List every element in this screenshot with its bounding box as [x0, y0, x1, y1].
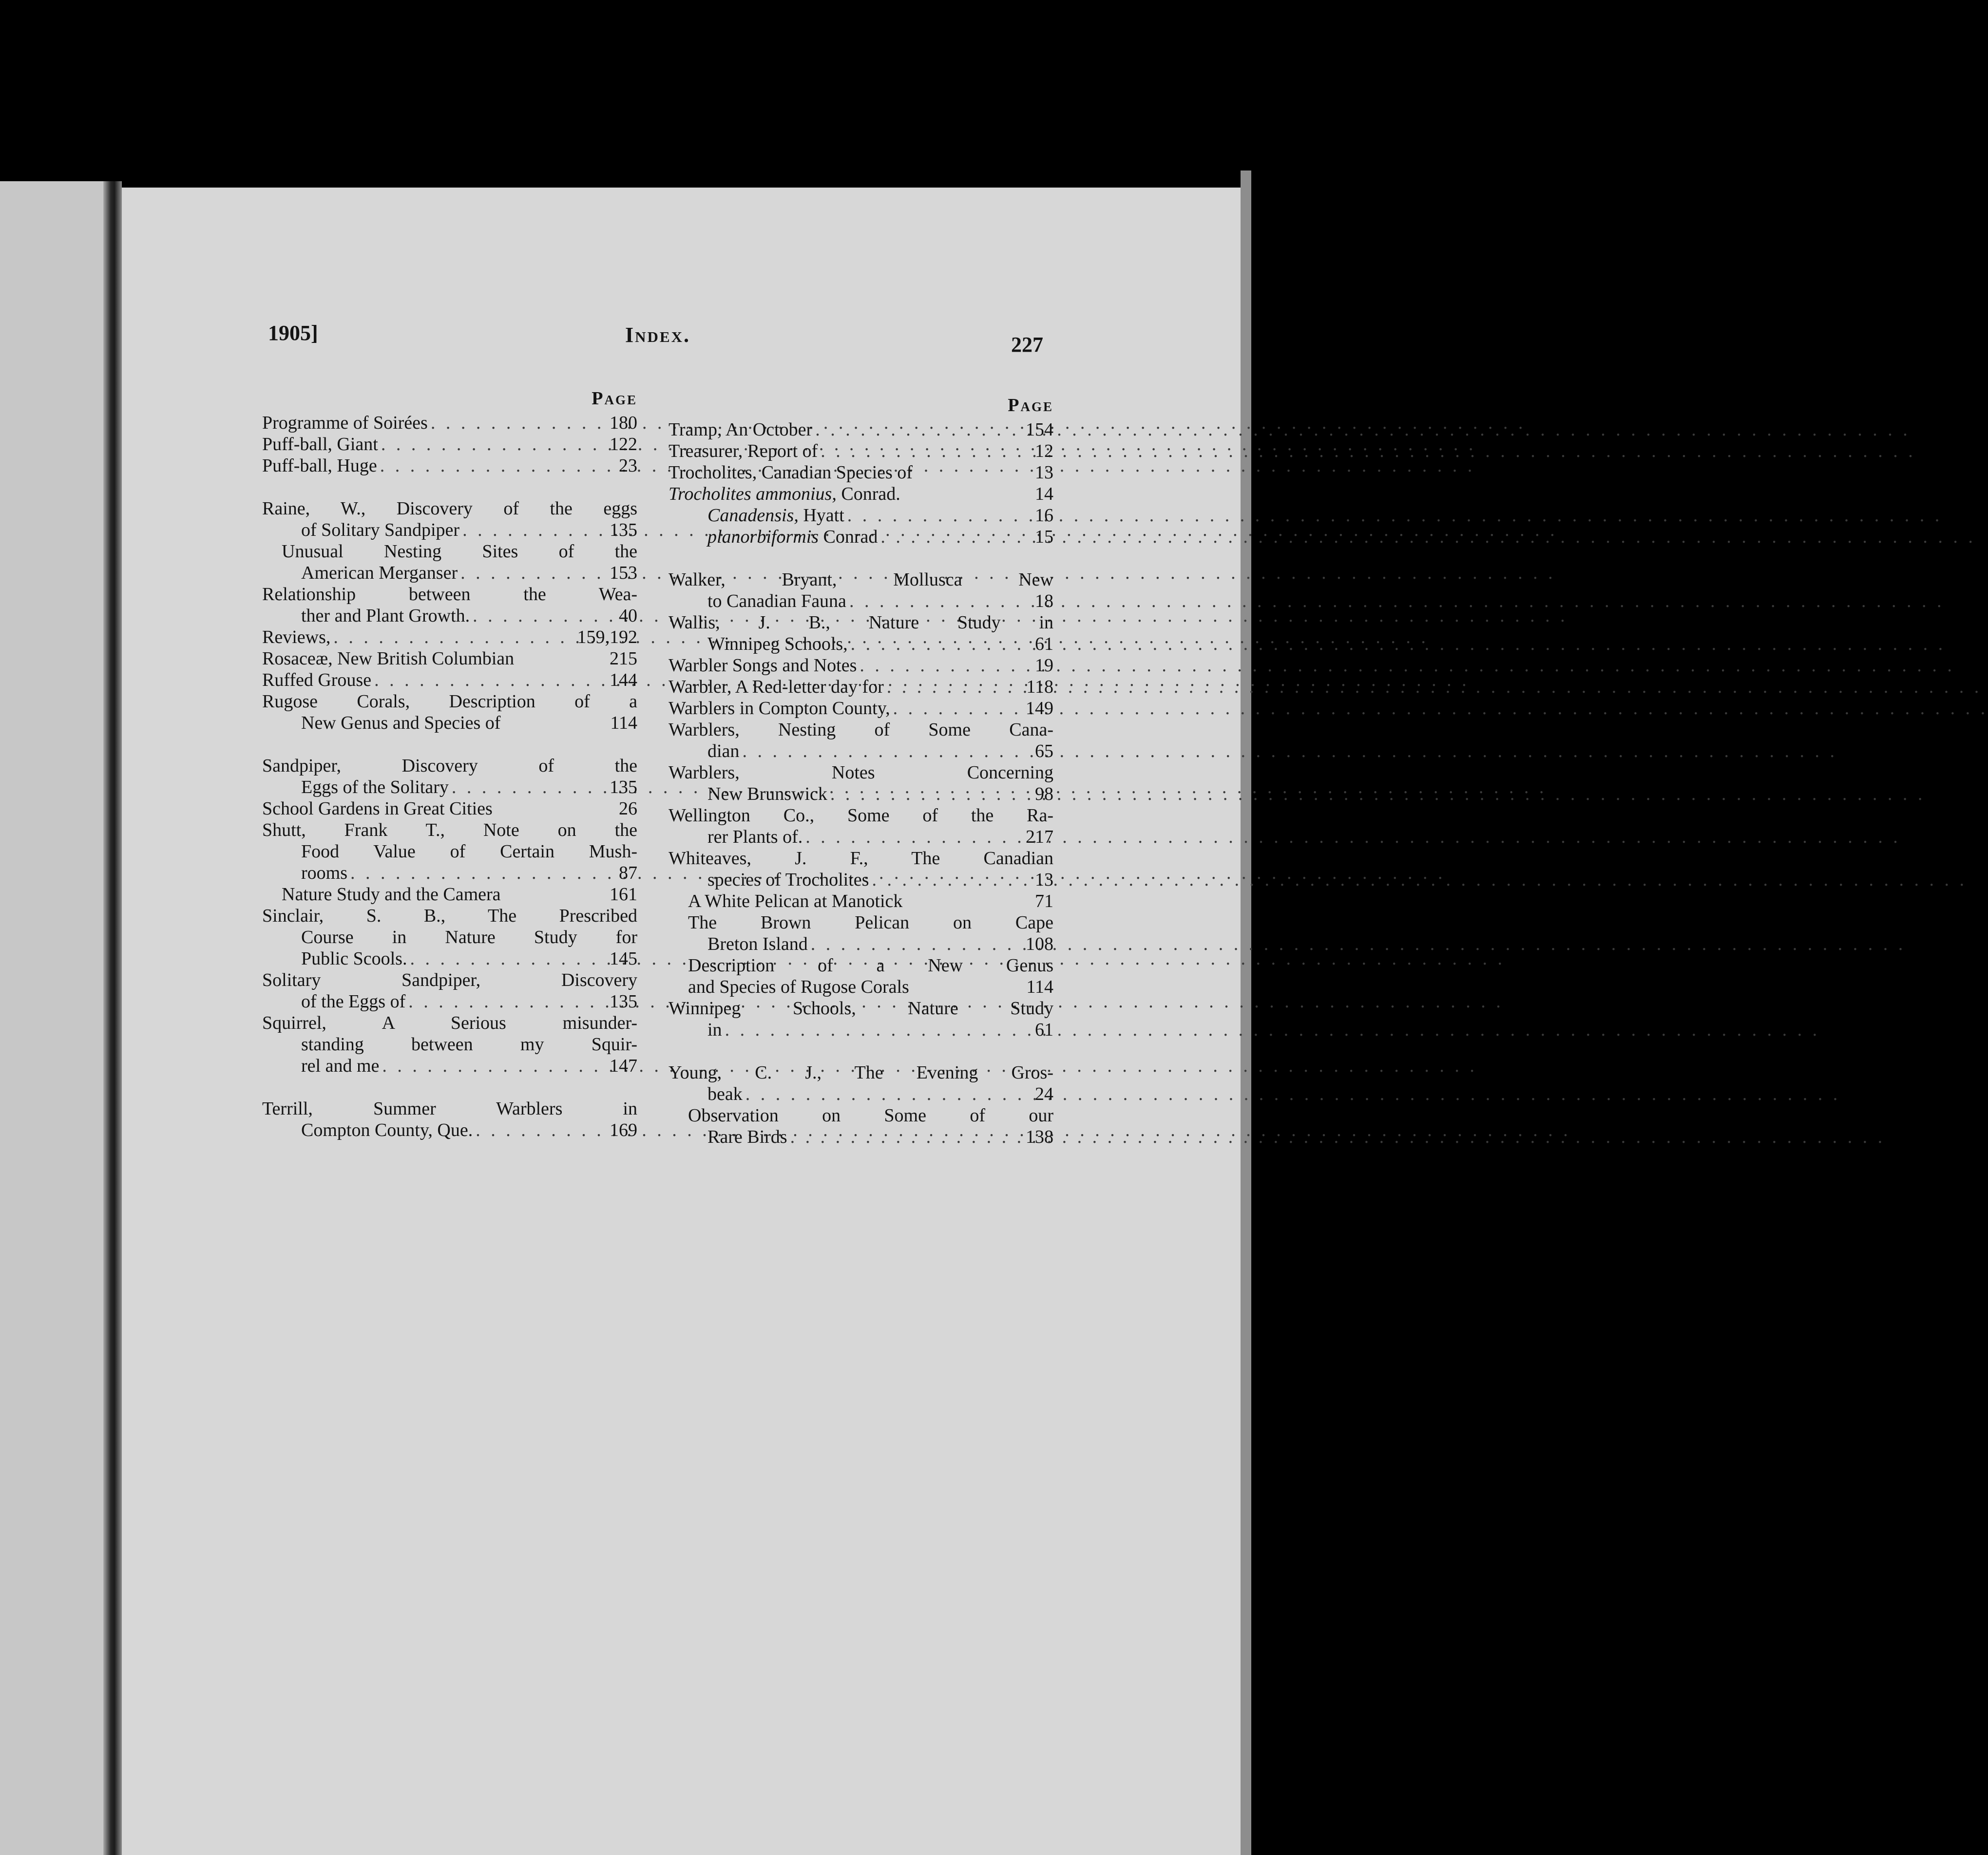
index-entry-text: Winnipeg Schools, — [707, 634, 848, 654]
index-entry — [669, 505, 1053, 526]
index-entry — [669, 719, 1053, 762]
index-entry — [669, 462, 1053, 483]
index-page-ref: 153 — [610, 563, 637, 583]
index-entry-line — [669, 805, 1053, 826]
index-page-ref: 65 — [1035, 741, 1053, 761]
index-page-ref: 135 — [610, 777, 637, 797]
index-entry — [262, 541, 637, 584]
index-page-ref: 147 — [610, 1056, 637, 1076]
index-page-ref: 180 — [610, 413, 637, 433]
dot-leader — [374, 669, 604, 691]
index-entry-text: standing between my Squir- — [301, 1034, 637, 1055]
index-entry-line — [669, 826, 1053, 848]
dot-leader — [350, 862, 604, 884]
index-page-ref: 145 — [610, 948, 637, 969]
dot-leader — [725, 1019, 1020, 1041]
index-entry-line — [669, 955, 1053, 976]
index-entry-text: American Merganser — [301, 563, 458, 583]
index-entry-text: New Genus and Species of — [301, 713, 501, 733]
index-entry-line — [262, 884, 637, 905]
index-entry-text: Sandpiper, Discovery of the — [262, 756, 637, 776]
index-entry-line — [262, 498, 637, 519]
page-column-label: Page — [592, 388, 637, 409]
index-page-ref: 114 — [1026, 977, 1053, 997]
index-entry-line — [262, 1119, 637, 1141]
index-page-ref: 13 — [1035, 462, 1053, 483]
index-entry — [262, 648, 637, 669]
index-entry — [669, 805, 1053, 848]
index-entry-text: Reviews, — [262, 627, 331, 647]
dot-leader — [893, 698, 1020, 719]
index-entry-text: Puff-ball, Huge — [262, 455, 377, 476]
index-entry-text: Warblers, Nesting of Some Cana- — [669, 719, 1053, 740]
index-entry — [669, 676, 1053, 698]
index-entry-line — [262, 626, 637, 648]
index-entry-line — [262, 927, 637, 948]
dot-leader — [431, 412, 604, 434]
index-entry-text: rel and me — [301, 1056, 380, 1076]
dot-leader — [382, 1055, 604, 1077]
index-entry — [262, 626, 637, 648]
index-entry-text: Description of a New Genus — [688, 955, 1053, 976]
dot-leader — [821, 440, 1020, 462]
dot-leader — [815, 419, 1020, 440]
index-entry — [262, 434, 637, 455]
index-entry-line — [669, 655, 1053, 676]
index-entry-text: Eggs of the Solitary — [301, 777, 449, 797]
index-entry-text: Warbler, A Red-letter day for — [669, 677, 884, 697]
dot-leader — [410, 948, 604, 969]
index-entry-line — [262, 1012, 637, 1034]
index-entry-line — [669, 590, 1053, 612]
index-entry-line — [262, 969, 637, 991]
dot-leader — [746, 1083, 1020, 1105]
index-entry-text: to Canadian Fauna — [707, 591, 846, 611]
index-entry-line — [262, 605, 637, 626]
index-entry-text: species of Trocholites — [707, 870, 869, 890]
index-entry-text: Solitary Sandpiper, Discovery — [262, 970, 637, 990]
index-entry-text: New Brunswick — [707, 784, 827, 804]
index-entry-text: Winnipeg Schools, Nature Study — [669, 998, 1053, 1019]
index-page-ref: 154 — [1026, 419, 1053, 440]
index-page-ref: 149 — [1026, 698, 1053, 719]
dot-leader — [790, 1126, 1020, 1148]
index-page-ref: 108 — [1026, 934, 1053, 954]
index-entry — [669, 1105, 1053, 1148]
index-entry-text: Unusual Nesting Sites of the — [282, 541, 637, 562]
index-page-ref: 61 — [1035, 634, 1053, 654]
index-entry-text: Shutt, Frank T., Note on the — [262, 820, 637, 840]
index-entry-line — [669, 998, 1053, 1019]
index-entry-line — [262, 755, 637, 776]
index-entry-text: Raine, W., Discovery of the eggs — [262, 498, 637, 519]
index-entry-text: Tramp, An October — [669, 419, 813, 440]
index-entry-text: of the Eggs of — [301, 991, 406, 1012]
index-page-ref: 87 — [619, 863, 637, 883]
index-entry-text: Whiteaves, J. F., The Canadian — [669, 848, 1053, 869]
dot-leader — [887, 676, 1020, 698]
index-entry-text: Trocholites ammonius, Conrad. — [669, 484, 900, 504]
index-column-left — [262, 385, 637, 1141]
index-entry — [669, 998, 1053, 1041]
index-entry-text: Sinclair, S. B., The Prescribed — [262, 906, 637, 926]
index-entry-line — [669, 526, 1053, 548]
index-entry — [669, 848, 1053, 890]
dot-leader — [847, 505, 1020, 526]
index-entry-line — [669, 912, 1053, 933]
index-entry-line — [669, 783, 1053, 805]
dot-leader — [880, 526, 1020, 548]
index-entry-line — [262, 991, 637, 1012]
index-entry-line — [262, 584, 637, 605]
index-entry-line — [669, 440, 1053, 462]
dot-leader — [333, 626, 574, 648]
index-page-ref: 16 — [1035, 505, 1053, 526]
index-entry-line — [262, 412, 637, 434]
index-page-ref: 14 — [1035, 484, 1053, 504]
index-entry-line — [669, 483, 1053, 505]
index-entry — [262, 669, 637, 691]
index-entry-line — [669, 419, 1053, 440]
index-page-ref: 24 — [1035, 1084, 1053, 1104]
index-entry-line — [262, 519, 637, 541]
index-entry — [262, 498, 637, 541]
index-entry-line — [669, 462, 1053, 483]
index-entry — [669, 1062, 1053, 1105]
dot-leader — [851, 633, 1020, 655]
index-page-ref: 135 — [610, 520, 637, 540]
index-entry-text: Programme of Soirées — [262, 413, 428, 433]
index-entry-line — [262, 819, 637, 841]
index-entry-line — [669, 890, 1053, 912]
index-entry-line — [262, 562, 637, 584]
index-entry-line — [669, 1062, 1053, 1083]
index-entry — [262, 755, 637, 798]
index-page-ref: 61 — [1035, 1020, 1053, 1040]
index-page-ref: 13 — [1035, 870, 1053, 890]
index-entry-text: Trocholites, Canadian Species of — [669, 462, 913, 483]
index-entry-text: Young, C. J., The Evening Gros- — [669, 1062, 1053, 1083]
index-entry — [262, 412, 637, 434]
index-entry-line — [669, 505, 1053, 526]
index-entry — [669, 655, 1053, 676]
index-entry — [669, 440, 1053, 462]
dot-leader — [452, 776, 604, 798]
index-page-ref: 144 — [610, 670, 637, 690]
facing-page-edge — [0, 181, 103, 1855]
index-entry-line — [262, 712, 637, 734]
index-entry-text: Relationship between the Wea- — [262, 584, 637, 605]
index-entry-text: Observation on Some of our — [688, 1105, 1053, 1126]
index-entry — [669, 526, 1053, 548]
index-page-ref: 169 — [610, 1120, 637, 1140]
dot-leader — [811, 933, 1020, 955]
index-entry-line — [262, 862, 637, 884]
index-entry — [262, 798, 637, 819]
index-page-ref: 118 — [1026, 677, 1053, 697]
index-entry — [262, 884, 637, 905]
index-page-ref: 135 — [610, 991, 637, 1012]
index-entry-line — [669, 976, 1053, 998]
index-page-ref: 217 — [1026, 827, 1053, 847]
index-entry — [262, 1012, 637, 1077]
index-entry-text: School Gardens in Great Cities — [262, 798, 493, 819]
index-entry-text: Public Scools. — [301, 948, 407, 969]
index-entry-line — [262, 541, 637, 562]
index-entry-text: Course in Nature Study for — [301, 927, 637, 947]
index-entry-text: Warblers, Notes Concerning — [669, 762, 1053, 783]
dot-leader — [408, 991, 604, 1012]
index-entry-line — [669, 933, 1053, 955]
index-entry-text: beak — [707, 1084, 743, 1104]
index-entry-line — [669, 1083, 1053, 1105]
index-entry-line — [669, 1105, 1053, 1126]
index-entry — [262, 691, 637, 734]
index-entry-text: The Brown Pelican on Cape — [688, 912, 1053, 933]
running-head-year: 1905] — [268, 321, 318, 345]
dot-leader — [462, 519, 604, 541]
index-entry-list — [669, 419, 1053, 1148]
index-entry — [669, 912, 1053, 955]
index-entry — [262, 969, 637, 1012]
index-entry — [669, 762, 1053, 805]
index-entry-line — [262, 798, 637, 819]
index-entry-line — [262, 648, 637, 669]
index-entry-line — [262, 776, 637, 798]
index-entry-text: planorbiformis Conrad — [707, 527, 878, 547]
index-page-ref: 26 — [619, 798, 637, 819]
index-entry — [669, 569, 1053, 612]
index-column-right — [669, 385, 1053, 1148]
index-page-ref: 19 — [1035, 655, 1053, 676]
index-page-ref: 159,192 — [577, 627, 637, 647]
index-entry-text: rer Plants of. — [707, 827, 803, 847]
index-page-ref: 12 — [1035, 441, 1053, 461]
index-entry-text: Breton Island — [707, 934, 808, 954]
index-entry-line — [669, 869, 1053, 890]
running-head-title: Index. — [625, 323, 690, 347]
index-entry-text: Wallis, J. B., Nature Study in — [669, 612, 1053, 633]
index-entry-text: Squirrel, A Serious misunder- — [262, 1013, 637, 1033]
index-entry-line — [262, 841, 637, 862]
index-entry-line — [669, 1126, 1053, 1148]
dot-leader — [381, 434, 604, 455]
index-page-ref: 18 — [1035, 591, 1053, 611]
index-entry-text: Warbler Songs and Notes — [669, 655, 857, 676]
index-entry-line — [669, 719, 1053, 740]
index-entry-line — [669, 676, 1053, 698]
index-entry-text: and Species of Rugose Corals — [688, 977, 909, 997]
index-entry — [262, 455, 637, 476]
index-entry-text: Walker, Bryant, Mollusca New — [669, 569, 1053, 590]
index-entry-line — [262, 434, 637, 455]
index-entry — [669, 890, 1053, 912]
index-page-ref: 40 — [619, 606, 637, 626]
dot-leader — [830, 783, 1020, 805]
index-entry-text: Treasurer, Report of — [669, 441, 818, 461]
index-entry-text: Canadensis, Hyatt — [707, 505, 844, 526]
index-page-ref: 71 — [1035, 891, 1053, 911]
dot-leader — [460, 562, 604, 584]
index-entry-line — [262, 455, 637, 476]
index-page-ref: 15 — [1035, 527, 1053, 547]
index-entry-line — [262, 948, 637, 969]
index-entry-line — [669, 740, 1053, 762]
index-entry-line — [669, 762, 1053, 783]
index-page-ref: 122 — [610, 434, 637, 454]
index-entry-line — [669, 848, 1053, 869]
dot-leader — [380, 455, 604, 476]
index-entry-text: in — [707, 1020, 722, 1040]
index-entry-line — [262, 669, 637, 691]
index-entry-text: Nature Study and the Camera — [282, 884, 501, 905]
index-entry-text: A White Pelican at Manotick — [688, 891, 903, 911]
index-page-ref: 23 — [619, 455, 637, 476]
dot-leader — [805, 826, 1020, 848]
index-entry — [262, 905, 637, 969]
index-entry-text: Terrill, Summer Warblers in — [262, 1098, 637, 1119]
index-entry-line — [669, 569, 1053, 590]
index-page-ref: 138 — [1026, 1127, 1053, 1147]
index-entry-line — [262, 1055, 637, 1077]
dot-leader — [860, 655, 1020, 676]
index-entry-text: rooms — [301, 863, 347, 883]
dot-leader — [742, 740, 1020, 762]
book-gutter — [103, 181, 122, 1855]
index-entry-line — [262, 1098, 637, 1119]
index-entry-line — [669, 633, 1053, 655]
index-entry — [262, 584, 637, 626]
index-entry-text: Puff-ball, Giant — [262, 434, 378, 454]
index-entry-line — [262, 691, 637, 712]
index-entry — [669, 955, 1053, 998]
page-number: 227 — [1011, 333, 1043, 357]
page-column-label: Page — [1008, 395, 1053, 416]
dot-leader — [473, 605, 604, 626]
index-entry-text: dian — [707, 741, 740, 761]
index-page-ref: 98 — [1035, 784, 1053, 804]
index-page-ref: 114 — [610, 713, 637, 733]
dot-leader — [872, 869, 1020, 890]
index-entry — [669, 483, 1053, 505]
index-entry-text: Rare Birds — [707, 1127, 787, 1147]
index-entry-list — [262, 412, 637, 1141]
index-entry-line — [262, 905, 637, 927]
index-entry-text: Compton County, Que. — [301, 1120, 473, 1140]
index-entry-text: Wellington Co., Some of the Ra- — [669, 805, 1053, 826]
index-entry-line — [262, 1034, 637, 1055]
index-entry — [669, 698, 1053, 719]
dot-leader — [476, 1119, 604, 1141]
index-entry — [262, 819, 637, 884]
index-entry — [669, 419, 1053, 440]
index-entry-text: Ruffed Grouse — [262, 670, 372, 690]
index-entry-text: of Solitary Sandpiper — [301, 520, 460, 540]
index-entry-line — [669, 1019, 1053, 1041]
index-entry-text: Food Value of Certain Mush- — [301, 841, 637, 862]
index-entry-text: Rosaceæ, New British Columbian — [262, 648, 515, 669]
index-entry-text: ther and Plant Growth. — [301, 606, 470, 626]
dot-leader — [849, 590, 1020, 612]
index-page-ref: 215 — [610, 648, 637, 669]
index-entry-text: Warblers in Compton County, — [669, 698, 890, 719]
index-page-ref: 161 — [610, 884, 637, 905]
index-entry — [262, 1098, 637, 1141]
index-entry-line — [669, 698, 1053, 719]
index-entry-line — [669, 612, 1053, 633]
index-entry — [669, 612, 1053, 655]
index-entry-text: Rugose Corals, Description of a — [262, 691, 637, 712]
